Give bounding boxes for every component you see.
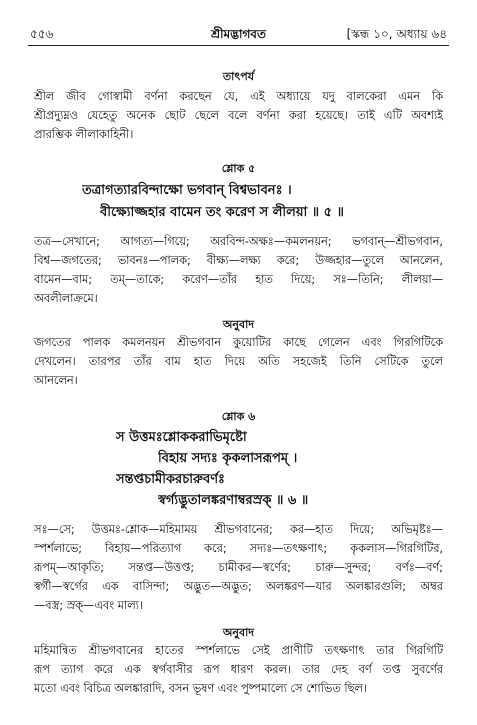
verse-5-line: তত্রাগত্যারবিন্দাক্ষো ভগবান্ বিশ্বভাবনঃ ।	[82, 183, 292, 198]
verse-5-synonyms: বিশ্ব—জগতের; ভাবনঃ—পালক; বীক্ষ্য—লক্ষ্য করে; উজ্জহার—তুলে আনলেন,	[34, 254, 443, 267]
verse-5-synonyms: তত্র—সেখানে; আগত্য—গিয়ে; অরবিন্দ-অক্ষঃ—কমলনয়ন; ভগবান্—শ্রীভগবান,	[34, 235, 443, 248]
verse-6-translation: রূপ ত্যাগ করে এক স্বর্গবাসীর রূপ ধারণ করল। তার দেহ বর্ণ তপ্ত সুবর্ণের	[34, 663, 443, 676]
verse-6-heading: শ্লোক ৬	[221, 410, 256, 423]
purport-heading: তাৎপর্য	[222, 70, 255, 83]
verse-6-line: বিহায় সদ্যঃ কৃকলাসরূপম্ ।	[158, 451, 298, 466]
verse-6-synonyms: স্বর্গী—স্বর্গের এক বাসিন্দা; অদ্ভুত—অদ্ভুত; অলঙ্করণ—যার অলঙ্কারগুলি; অম্বর	[34, 580, 443, 593]
verse-6-line: সন্তপ্তচামীকরচারুবর্ণঃ	[116, 472, 225, 487]
header-rule	[28, 45, 449, 46]
verse-5-translation: আনলেন।	[34, 374, 78, 387]
verse-5-translation: জগতের পালক কমলনয়ন শ্রীভগবান কুয়োটির কাছে গেলেন এবং গিরগিটিকে	[34, 336, 443, 349]
page-number: ৫৫৬	[30, 27, 54, 41]
verse-5-translation: দেখলেন। তারপর তাঁর বাম হাত দিয়ে অতি সহজেই তিনি সেটিকে তুলে	[34, 355, 443, 368]
verse-6-line: স্বর্গ্যদ্ভুতালঙ্করণাম্বরস্রক্ ॥ ৬ ॥	[158, 493, 309, 508]
verse-6-synonyms: সঃ—সে; উত্তমঃ-শ্লোক—মহিমাময় শ্রীভগবানের; কর—হাত দিয়ে; অভিমৃষ্টঃ—	[34, 523, 443, 536]
purport-line: শ্রীপ্রদ্যুম্নও যেহেতু অনেক ছোট ছেলে বলে বর্ণনা করা হয়েছে। তাই এটি অবশ্যই	[34, 109, 443, 122]
verse-5-synonyms: অবলীলাক্রমে।	[34, 292, 98, 305]
verse-5-heading: শ্লোক ৫	[221, 162, 256, 175]
verse-6-translation: মতো এবং বিচিত্র অলঙ্কারাদি, বসন ভূষণ এবং পুষ্পমাল্যে সে শোভিত ছিল।	[34, 682, 367, 695]
verse-6-translation-heading: অনুবাদ	[222, 626, 255, 639]
verse-5-synonyms: বামেন—বাম; তম্—তাকে; করেণ—তাঁর হাত দিয়ে; সঃ—তিনি; লীলয়া—	[34, 273, 443, 286]
running-title: শ্রীমদ্ভাগবত	[210, 27, 266, 41]
verse-5-translation-heading: অনুবাদ	[222, 318, 255, 331]
verse-6-line: স উত্তমঃশ্লোককরাভিমৃষ্টো	[116, 430, 247, 445]
verse-6-synonyms: স্পর্শলাভে; বিহায়—পরিত্যাগ করে; সদ্যঃ—তৎক্ষণাৎ; কৃকলাস—গিরগিটির,	[34, 542, 443, 555]
purport-line: শ্রীল জীব গোস্বামী বর্ণনা করছেন যে, এই অধ্যায়ে যদু বালকেরা এমন কি	[34, 90, 443, 103]
purport-line: প্রারম্ভিক লীলাকাহিনী।	[34, 128, 134, 141]
verse-6-synonyms: —বস্ত্র; স্রক্—এবং মাল্য।	[34, 599, 143, 612]
chapter-reference: [স্কন্ধ ১০, অধ্যায় ৬৪	[346, 27, 447, 41]
verse-6-synonyms: রূপম্—আকৃতি; সন্তপ্ত—উত্তপ্ত; চামীকর—স্বর্ণের; চারু—সুন্দর; বর্ণঃ—বর্ণ;	[34, 561, 443, 574]
verse-6-translation: মহিমান্বিত শ্রীভগবানের হাতের স্পর্শলাভে সেই প্রাণীটি তৎক্ষণাৎ তার গিরগিটি	[34, 644, 443, 657]
verse-5-line: বীক্ষ্যোজ্জহার বামেন তং করেণ স লীলয়া ॥ ৫ ॥	[100, 205, 344, 220]
